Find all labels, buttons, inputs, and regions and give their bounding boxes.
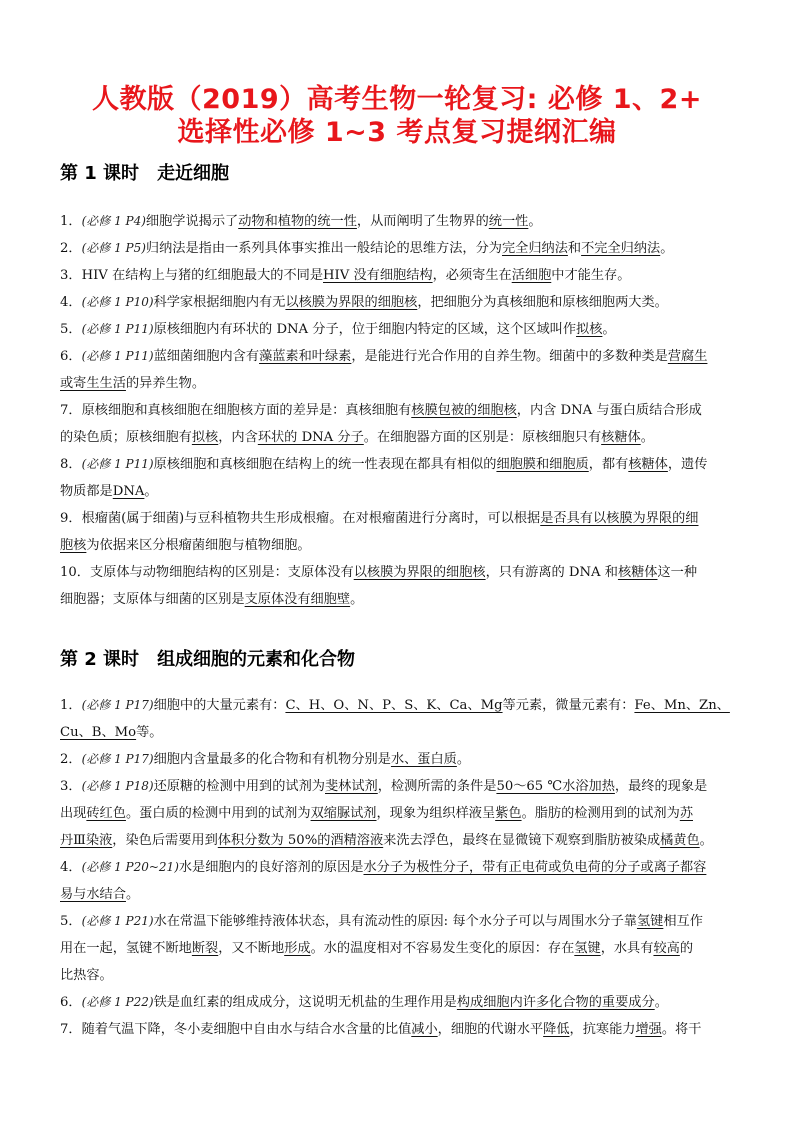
- item-text: 10．支原体与动物细胞结构的区别是：支原体没有: [60, 565, 354, 580]
- item-text: 。: [654, 995, 668, 1010]
- underlined-answer: 断裂: [191, 941, 219, 956]
- section-2-number: 第 2 课时: [60, 649, 140, 670]
- item-text: 原核细胞内有环状的 DNA 分子，位于细胞内特定的区域，这个区域叫作: [153, 322, 577, 337]
- item-text: ，现象为组织样液呈: [376, 806, 496, 821]
- item-text: 5．: [60, 322, 82, 337]
- item-text: 的异养生物。: [125, 376, 206, 391]
- item-text: 等。: [136, 725, 163, 740]
- underlined-answer: 水分子为极性分子，带有正电荷或负电荷的分子或离子都容: [363, 860, 707, 875]
- textbook-reference: (必修 1 P11): [81, 457, 154, 471]
- list-item: [60, 692, 740, 746]
- item-text: 比热容。: [60, 968, 113, 983]
- underlined-answer: 不完全归纳法: [581, 241, 661, 256]
- textbook-reference: (必修 1 P17): [81, 752, 154, 766]
- item-text: 。: [125, 887, 140, 902]
- document-title-line-2: 选择性必修 1~3 考点复习提纲汇编: [177, 117, 617, 148]
- underlined-answer: Fe、Mn、Zn、: [634, 698, 730, 713]
- item-text: 。将干: [661, 1022, 702, 1037]
- underlined-answer: 易与水结合: [60, 887, 126, 902]
- item-text: 1．: [60, 214, 82, 229]
- item-text: 4．: [60, 860, 82, 875]
- item-text: 。: [660, 241, 674, 256]
- item-text: 细胞器；支原体与细菌的区别是: [60, 592, 245, 607]
- list-item: [60, 854, 740, 908]
- item-text: 。在细胞器方面的区别是：原核细胞只有: [363, 430, 602, 445]
- underlined-answer: 氢键: [574, 941, 601, 956]
- item-text: 。: [699, 833, 713, 848]
- item-text: 还原糖的检测中用到的试剂为: [153, 779, 325, 794]
- list-item: [60, 559, 740, 613]
- item-text: ，内含: [218, 430, 258, 445]
- underlined-answer: 活细胞: [511, 268, 552, 283]
- item-text: 出现: [60, 806, 87, 821]
- underlined-answer: 斐林试剂: [325, 779, 378, 794]
- underlined-answer: 藻蓝素和叶绿素: [259, 349, 352, 364]
- underlined-answer: 紫色: [495, 806, 522, 821]
- underlined-answer: 构成细胞内许多化合物的重要成分: [456, 995, 655, 1010]
- item-text: 水在常温下能够维持液体状态，具有流动性的原因: 每个水分子可以与周围水分子靠: [153, 914, 637, 929]
- item-text: ，把细胞分为真核细胞和原核细胞两大类。: [417, 295, 668, 310]
- underlined-answer: 增强: [635, 1022, 662, 1037]
- item-text: 为依据来区分根瘤菌细胞与植物细胞。: [86, 538, 311, 553]
- item-text: ，是能进行光合作用的自养生物。细菌中的多数种类是: [351, 349, 668, 364]
- item-text: ，最终的现象是: [614, 779, 708, 794]
- underlined-answer: DNA: [112, 484, 145, 499]
- item-text: 用在一起，氢键不断地: [60, 941, 192, 956]
- underlined-answer: 形成: [284, 941, 311, 956]
- item-text: 水是细胞内的良好溶剂的原因是: [178, 860, 364, 875]
- underlined-answer: 氢键: [636, 914, 664, 929]
- list-item: [60, 773, 744, 854]
- underlined-answer: 是否具有以核膜为界限的细: [540, 511, 699, 526]
- item-text: 6．: [60, 349, 82, 364]
- item-text: 中才能生存。: [551, 268, 631, 283]
- section-1-number: 第 1 课时: [60, 163, 140, 184]
- item-text: 这一种: [657, 565, 698, 580]
- list-item: [60, 316, 740, 343]
- item-text: ，又不断地: [218, 941, 285, 956]
- list-item: [60, 908, 740, 989]
- item-text: 物质都是: [60, 484, 113, 499]
- item-text: 8．: [60, 457, 82, 472]
- underlined-answer: 细胞膜和细胞质: [496, 457, 589, 472]
- item-text: 3．HIV 在结构上与猪的红细胞最大的不同是: [60, 268, 324, 283]
- item-text: 的染色质；原核细胞有: [60, 430, 192, 445]
- underlined-answer: 降低: [543, 1022, 570, 1037]
- item-text: 铁是血红素的组成成分，这说明无机盐的生理作用是: [153, 995, 457, 1010]
- underlined-answer: 双缩脲试剂: [310, 806, 377, 821]
- underlined-answer: 或寄生生活: [60, 376, 126, 391]
- list-item: [60, 208, 740, 235]
- list-item: [60, 746, 740, 773]
- item-text: 原核细胞和真核细胞在结构上的统一性表现在都具有相似的: [153, 457, 497, 472]
- item-text: 细胞学说揭示了: [145, 214, 239, 229]
- underlined-answer: 拟核: [191, 430, 219, 445]
- underlined-answer: 胞核: [60, 538, 87, 553]
- item-text: 。: [350, 592, 364, 607]
- underlined-answer: 较高: [653, 941, 680, 956]
- textbook-reference: (必修 1 P22): [81, 995, 154, 1009]
- item-text: 。: [528, 214, 542, 229]
- item-text: ，染色后需要用到: [112, 833, 218, 848]
- underlined-answer: 动物和植物的统一性: [238, 214, 357, 229]
- underlined-answer: 拟核: [576, 322, 603, 337]
- underlined-answer: 核糖体: [628, 457, 668, 472]
- item-text: ，必须寄生在: [432, 268, 512, 283]
- item-text: 2．: [60, 752, 82, 767]
- section-1-heading: [60, 162, 229, 186]
- item-text: 5．: [60, 914, 82, 929]
- underlined-answer: 苏: [679, 806, 693, 821]
- list-item: [60, 397, 740, 451]
- underlined-answer: 统一性: [488, 214, 529, 229]
- list-item: [60, 1016, 740, 1043]
- underlined-answer: C、H、O、N、P、S、K、Ca、Mg: [285, 698, 503, 713]
- item-text: ，只有游离的 DNA 和: [485, 565, 618, 580]
- section-2-heading: [60, 648, 355, 672]
- underlined-answer: 体积分数为 50%的酒精溶液: [217, 833, 384, 848]
- underlined-answer: 50～65 ℃水浴加热: [496, 779, 615, 794]
- item-text: 7．原核细胞和真核细胞在细胞核方面的差异是：真核细胞有: [60, 403, 412, 418]
- item-text: ，遗传: [667, 457, 708, 472]
- underlined-answer: 橘黄色: [660, 833, 700, 848]
- list-item: [60, 989, 740, 1016]
- textbook-reference: (必修 1 P5): [81, 241, 146, 255]
- textbook-reference: (必修 1 P17): [81, 698, 154, 712]
- list-item: [60, 505, 740, 559]
- item-text: 3．: [60, 779, 82, 794]
- underlined-answer: 环状的 DNA 分子: [257, 430, 364, 445]
- item-text: ，细胞的代谢水平: [437, 1022, 544, 1037]
- item-text: 等元素，微量元素有：: [502, 698, 635, 713]
- item-text: 9．根瘤菌(属于细菌)与豆科植物共生形成根瘤。在对根瘤菌进行分离时，可以根据: [60, 511, 541, 526]
- list-item: [60, 262, 740, 289]
- item-text: ，内含 DNA 与蛋白质结合形成: [516, 403, 702, 418]
- item-text: 6．: [60, 995, 82, 1010]
- textbook-reference: (必修 1 P11): [81, 322, 154, 336]
- textbook-reference: (必修 1 P10): [81, 295, 154, 309]
- underlined-answer: 水、蛋白质: [390, 752, 457, 767]
- item-text: 归纳法是指由一系列具体事实推出一般结论的思维方法，分为: [145, 241, 502, 256]
- underlined-answer: 支原体没有细胞壁: [244, 592, 351, 607]
- underlined-answer: 核糖体: [601, 430, 641, 445]
- item-text: 。水的温度相对不容易发生变化的原因：存在: [310, 941, 575, 956]
- item-text: 。脂肪的检测用到的试剂为: [521, 806, 680, 821]
- item-text: 的: [679, 941, 693, 956]
- textbook-reference: (必修 1 P11): [81, 349, 154, 363]
- underlined-answer: 以核膜为界限的细胞核: [285, 295, 418, 310]
- item-text: 。蛋白质的检测中用到的试剂为: [125, 806, 311, 821]
- item-text: ，水具有: [600, 941, 654, 956]
- list-item: [60, 289, 740, 316]
- section-2-title: 组成细胞的元素和化合物: [157, 649, 356, 670]
- underlined-answer: 完全归纳法: [501, 241, 568, 256]
- item-text: 蓝细菌细胞内含有: [153, 349, 260, 364]
- underlined-answer: 砖红色: [86, 806, 126, 821]
- underlined-answer: 营腐生: [667, 349, 708, 364]
- underlined-answer: 核膜包被的细胞核: [411, 403, 517, 418]
- item-text: 2．: [60, 241, 82, 256]
- underlined-answer: 核糖体: [617, 565, 658, 580]
- item-text: 细胞内含量最多的化合物和有机物分别是: [153, 752, 391, 767]
- list-item: [60, 235, 740, 262]
- textbook-reference: (必修 1 P4): [81, 214, 146, 228]
- item-text: 来洗去浮色，最终在显微镜下观察到脂肪被染成: [383, 833, 661, 848]
- section-1-title: 走近细胞: [157, 163, 230, 184]
- list-item: [60, 451, 740, 505]
- item-text: ，都有: [588, 457, 629, 472]
- item-text: 科学家根据细胞内有无: [153, 295, 286, 310]
- underlined-answer: 以核膜为界限的细胞核: [353, 565, 486, 580]
- item-text: ，检测所需的条件是: [377, 779, 497, 794]
- item-text: ，抗寒能力: [569, 1022, 636, 1037]
- textbook-reference: (必修 1 P20~21): [81, 860, 179, 874]
- item-text: 7．随着气温下降，冬小麦细胞中自由水与结合水含量的比值: [60, 1022, 412, 1037]
- item-text: 4．: [60, 295, 82, 310]
- item-text: 1．: [60, 698, 82, 713]
- underlined-answer: 减小: [411, 1022, 438, 1037]
- item-text: 。: [640, 430, 654, 445]
- underlined-answer: Cu、B、Mo: [60, 725, 137, 740]
- item-text: 。: [456, 752, 471, 767]
- item-text: 和: [567, 241, 582, 256]
- item-text: 相互作: [663, 914, 703, 929]
- underlined-answer: HIV 没有细胞结构: [323, 268, 433, 283]
- textbook-reference: (必修 1 P18): [81, 779, 154, 793]
- item-text: 细胞中的大量元素有：: [153, 698, 286, 713]
- textbook-reference: (必修 1 P21): [81, 914, 154, 928]
- item-text: 。: [144, 484, 158, 499]
- list-item: [60, 343, 740, 397]
- document-title-line-1: 人教版（2019）高考生物一轮复习: 必修 1、2+: [92, 84, 702, 115]
- item-text: ，从而阐明了生物界的: [356, 214, 489, 229]
- item-text: 。: [602, 322, 616, 337]
- underlined-answer: 丹Ⅲ染液: [60, 833, 113, 848]
